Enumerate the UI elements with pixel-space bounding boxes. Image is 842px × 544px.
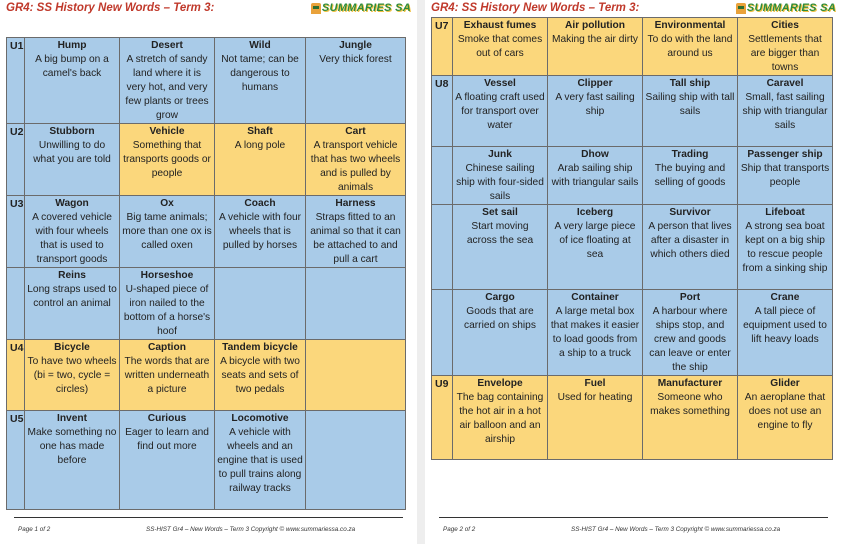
word-cell [215,340,306,411]
word-definition: The buying and selling of goods [654,163,726,188]
word-term: Wild [249,40,271,51]
word-definition: Long straps used to control an animal [27,284,117,309]
word-cell [120,340,215,411]
word-definition: Used for heating [557,392,633,403]
word-cell [215,268,306,340]
word-cell [25,38,120,124]
word-definition: A large metal box that makes it easier to load goods from a ship to a truck [550,306,640,359]
word-cell [738,290,833,376]
table-row [7,38,406,124]
word-term: Locomotive [231,413,289,424]
word-cell [215,196,306,268]
word-term: Air pollution [565,20,625,31]
table-row [432,147,833,205]
unit-label: U9 [432,376,453,460]
word-term: Cargo [485,292,515,303]
unit-label: U4 [7,340,25,411]
word-definition: Ship that transports people [740,163,830,188]
word-term: Reins [58,270,86,281]
word-cell [643,76,738,147]
word-term: Lifeboat [765,207,805,218]
word-term: Ox [160,198,174,209]
word-definition: To have two wheels (bi = two, cycle = circles) [27,356,117,395]
word-term: Curious [147,413,187,424]
table-row [7,124,406,196]
word-cell [738,147,833,205]
word-term: Harness [335,198,376,209]
unit-label [7,268,25,340]
word-definition: A person that lives after a disaster in which others died [648,221,732,260]
word-cell [306,340,406,411]
copyright-notice: SS-HIST Gr4 – New Words – Term 3 Copyright © www.summariessa.co.za [571,526,781,533]
word-cell [453,76,548,147]
word-definition: Big tame animals; more than one ox is called oxen [122,212,212,251]
word-cell [738,18,833,76]
word-term: Environmental [654,20,726,31]
word-definition: Making the air dirty [551,34,639,45]
word-term: Iceberg [576,207,614,218]
word-definition: Sailing ship with tall sails [645,92,735,117]
table-row [7,411,406,510]
word-definition: Someone who makes something [650,392,730,417]
word-term: Tall ship [669,78,711,89]
word-cell [643,147,738,205]
word-cell [548,18,643,76]
word-cell [306,268,406,340]
word-term: Jungle [339,40,372,51]
word-cell [453,205,548,290]
word-definition: Make something no one has made before [27,427,117,466]
word-definition: Straps fitted to an animal so that it can be attached to and pull a cart [310,212,401,265]
word-term: Horseshoe [140,270,194,281]
word-definition: A stretch of sandy land where it is very hot, and very few plants or trees grow [125,54,209,121]
word-table-page-2 [431,17,833,460]
page-number: Page 1 of 2 [18,526,51,533]
word-definition: The words that are written underneath a picture [124,356,210,395]
logo-text: SUMMARIES SA [321,2,411,14]
word-cell [120,411,215,510]
table-row [7,196,406,268]
word-cell [25,411,120,510]
word-cell [306,411,406,510]
word-term: Coach [244,198,276,209]
word-term: Hump [57,40,87,51]
word-term: Vehicle [149,126,185,137]
word-term: Wagon [55,198,89,209]
word-term: Vessel [484,78,516,89]
word-cell [25,340,120,411]
table-row [432,376,833,460]
word-cell [738,376,833,460]
page-number: Page 2 of 2 [443,526,476,533]
unit-label: U7 [432,18,453,76]
page-gutter [417,0,425,544]
word-term: Crane [770,292,800,303]
page-1 [0,0,417,544]
word-cell [453,18,548,76]
word-definition: A vehicle with wheels and an engine that is used to pull trains along railway tracks [217,427,303,494]
table-row [432,290,833,376]
word-cell [120,124,215,196]
unit-label [432,290,453,376]
word-cell [453,147,548,205]
unit-label: U8 [432,76,453,147]
word-cell [215,38,306,124]
word-definition: To do with the land around us [647,34,733,59]
summaries-sa-logo [736,1,836,15]
word-term: Dhow [581,149,609,160]
word-definition: Start moving across the sea [466,221,534,246]
word-cell [453,290,548,376]
word-term: Junk [488,149,512,160]
page-2-footer [439,526,828,538]
word-cell [120,268,215,340]
word-cell [306,38,406,124]
word-term: Exhaust fumes [463,20,537,31]
word-term: Glider [770,378,800,389]
table-row [7,268,406,340]
word-definition: A floating craft used for transport over water [455,92,545,131]
word-cell [306,196,406,268]
copyright-notice: SS-HIST Gr4 – New Words – Term 3 Copyright © www.summariessa.co.za [146,526,356,533]
word-cell [306,124,406,196]
word-term: Invent [56,413,87,424]
word-cell [215,411,306,510]
word-cell [453,376,548,460]
word-definition: Very thick forest [319,54,392,65]
word-term: Survivor [669,207,711,218]
word-definition: A vehicle with four wheels that is pulled by horses [218,212,302,251]
word-definition: A strong sea boat kept on a big ship to rescue people from a sinking ship [742,221,828,274]
word-cell [548,290,643,376]
graduation-cap-icon [311,3,321,14]
page-2 [425,0,842,544]
word-term: Trading [671,149,709,160]
word-definition: A very large piece of ice floating at sea [554,221,636,260]
word-definition: A bicycle with two seats and sets of two pedals [220,356,300,395]
word-cell [25,124,120,196]
word-term: Port [679,292,701,303]
word-cell [643,376,738,460]
word-term: Cart [345,126,366,137]
word-term: Caravel [766,78,804,89]
word-term: Bicycle [54,342,90,353]
word-definition: A harbour where ships stop, and crew and goods can leave or enter the ship [649,306,731,373]
word-term: Stubborn [49,126,95,137]
word-definition: Eager to learn and find out more [125,427,209,452]
word-definition: Small, fast sailing ship with triangular sails [742,92,828,131]
word-definition: Arab sailing ship with triangular sails [551,163,639,188]
word-table-page-1 [6,37,406,510]
word-term: Envelope [477,378,523,389]
word-definition: The bag containing the hot air in a hot air balloon and an airship [456,392,544,445]
word-cell [643,205,738,290]
page-1-footer [14,526,403,538]
page-1-header [6,2,411,18]
word-term: Cities [771,20,799,31]
word-term: Clipper [577,78,613,89]
word-definition: Not tame; can be dangerous to humans [221,54,299,93]
unit-label [432,147,453,205]
word-term: Container [571,292,619,303]
word-cell [643,290,738,376]
table-row [432,76,833,147]
word-term: Desert [151,40,183,51]
table-row [7,340,406,411]
unit-label: U3 [7,196,25,268]
word-cell [643,18,738,76]
word-cell [548,147,643,205]
word-definition: Settlements that are bigger than towns [748,34,822,73]
table-row [432,18,833,76]
word-definition: U-shaped piece of iron nailed to the bottom of a horse's hoof [123,284,211,337]
word-cell [738,205,833,290]
word-definition: A long pole [234,140,286,151]
word-term: Manufacturer [657,378,723,389]
word-definition: Chinese sailing ship with four-sided sails [456,163,544,202]
word-definition: Goods that are carried on ships [464,306,536,331]
word-cell [215,124,306,196]
word-term: Passenger ship [747,149,823,160]
word-definition: A very fast sailing ship [555,92,635,117]
unit-label: U2 [7,124,25,196]
word-cell [25,268,120,340]
graduation-cap-icon [736,3,746,14]
word-cell [120,196,215,268]
word-term: Set sail [482,207,518,218]
word-definition: A transport vehicle that has two wheels and is pulled by animals [310,140,401,193]
logo-text: SUMMARIES SA [746,2,836,14]
word-definition: Unwilling to do what you are told [33,140,111,165]
word-definition: Something that transports goods or people [123,140,211,179]
word-term: Fuel [584,378,606,389]
word-definition: A covered vehicle with four wheels that is used to transport goods [32,212,112,265]
page-title: GR4: SS History New Words – Term 3: [431,2,640,14]
word-cell [548,76,643,147]
summaries-sa-logo [311,1,411,15]
word-cell [548,376,643,460]
word-definition: An aeroplane that does not use an engine to fly [744,392,826,431]
word-term: Tandem bicycle [222,342,298,353]
footer-divider [14,517,403,518]
page-2-header [431,2,836,18]
table-row [432,205,833,290]
word-cell [25,196,120,268]
unit-label [432,205,453,290]
word-term: Caption [148,342,186,353]
unit-label: U5 [7,411,25,510]
unit-label: U1 [7,38,25,124]
footer-divider [439,517,828,518]
word-definition: A tall piece of equipment used to lift heavy loads [743,306,827,345]
word-cell [738,76,833,147]
word-definition: Smoke that comes out of cars [457,34,543,59]
word-term: Shaft [247,126,273,137]
word-definition: A big bump on a camel's back [35,54,109,79]
word-cell [548,205,643,290]
word-cell [120,38,215,124]
page-title: GR4: SS History New Words – Term 3: [6,2,215,14]
